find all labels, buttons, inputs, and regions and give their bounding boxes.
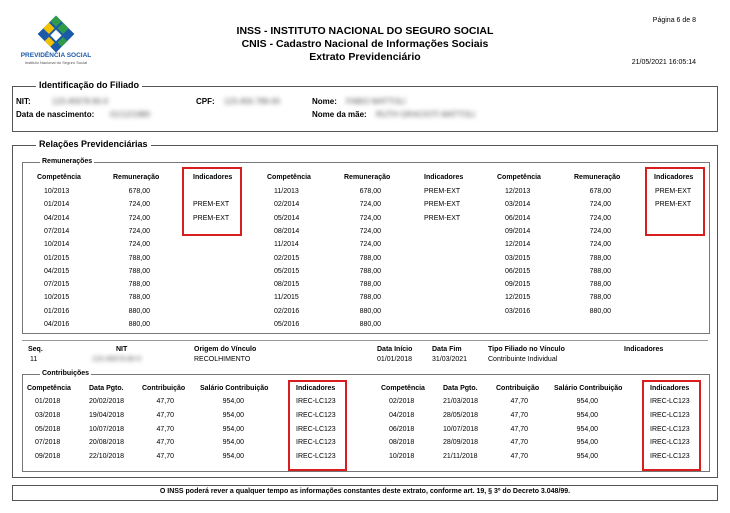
contrib-competencia: 04/2018: [389, 411, 415, 419]
remuneracao-indicador: PREM-EXT: [424, 214, 461, 222]
vinculo-tipo-value: Contribuinte Individual: [488, 356, 558, 363]
remuneracao-competencia: 02/2016: [274, 307, 300, 315]
remuneracao-competencia: 04/2014: [44, 214, 70, 222]
remuneracao-valor: 880,00: [128, 307, 150, 315]
contrib-contribuicao: 47,70: [510, 411, 528, 419]
footer-disclaimer: O INSS poderá rever a qualquer tempo as informações constantes deste extrato, conforme art. 19, § 3º do Decreto 3.048/99.: [159, 488, 571, 495]
highlight-indicadores-col3: [645, 167, 705, 236]
remuneracao-valor: 788,00: [589, 267, 611, 275]
remuneracao-competencia: 02/2015: [274, 254, 300, 262]
previdencia-logo-icon: [16, 14, 96, 54]
remuneracao-valor: 788,00: [128, 281, 150, 289]
remuneracao-competencia: 06/2015: [505, 267, 531, 275]
contrib-competencia: 10/2018: [389, 453, 415, 461]
remuneracao-valor: 724,00: [359, 201, 381, 209]
remuneracao-competencia: 10/2014: [44, 241, 70, 249]
contrib-data-pgto: 22/10/2018: [89, 453, 125, 461]
contrib-data-pgto: 19/04/2018: [89, 411, 125, 419]
header-indicadores-3: Indicadores: [654, 174, 694, 181]
remuneracao-valor: 788,00: [128, 267, 150, 275]
header-indicadores-1: Indicadores: [193, 174, 233, 181]
header-remuneracao-2: Remuneração: [344, 174, 391, 181]
contrib-contribuicao: 47,70: [510, 398, 528, 405]
contrib-salario: 954,00: [576, 439, 598, 447]
vinculo-data-fim-value: 31/03/2021: [432, 356, 468, 363]
contrib-header-competencia-left: Competência: [27, 385, 71, 392]
contrib-data-pgto: 20/02/2018: [89, 398, 125, 405]
remuneracao-competencia: 01/2014: [44, 201, 70, 209]
remuneracao-valor: 788,00: [359, 254, 381, 262]
logo-name: PREVIDÊNCIA SOCIAL: [20, 52, 92, 59]
relacoes-section-title: Relações Previdenciárias: [36, 139, 151, 149]
inss-logo: [16, 14, 96, 66]
page-number: Página 6 de 8: [652, 17, 696, 24]
header-competencia-2: Competência: [267, 174, 311, 181]
contrib-header-contribuicao-left: Contribuição: [142, 385, 186, 392]
remuneracao-valor: 724,00: [589, 227, 611, 235]
vinculo-tipo-header: Tipo Filiado no Vínculo: [488, 346, 565, 353]
contrib-indicador: IREC-LC123: [650, 425, 690, 433]
vinculo-nit-value: 123.45678.90-0: [92, 356, 142, 363]
remuneracao-valor: 880,00: [128, 321, 150, 328]
remuneracao-valor: 678,00: [359, 188, 381, 195]
remuneracao-valor: 880,00: [359, 321, 381, 328]
contrib-data-pgto: 10/07/2018: [89, 425, 125, 433]
contrib-header-contribuicao-right: Contribuição: [496, 385, 540, 392]
remuneracao-indicador: PREM-EXT: [655, 188, 692, 195]
contrib-data-pgto: 21/03/2018: [443, 398, 479, 405]
header-title-cnis: CNIS - Cadastro Nacional de Informações Sociais: [241, 38, 489, 50]
remuneracao-competencia: 07/2014: [44, 227, 70, 235]
header-remuneracao-3: Remuneração: [574, 174, 621, 181]
remuneracao-valor: 880,00: [359, 307, 381, 315]
contrib-contribuicao: 47,70: [156, 425, 174, 433]
remuneracao-competencia: 01/2016: [44, 307, 70, 315]
contrib-contribuicao: 47,70: [156, 439, 174, 447]
contrib-contribuicao: 47,70: [156, 398, 174, 405]
contrib-contribuicao: 47,70: [510, 453, 528, 461]
vinculo-indicadores-header: Indicadores: [624, 346, 664, 353]
remuneracao-valor: 724,00: [128, 241, 150, 249]
contrib-indicador: IREC-LC123: [650, 439, 690, 447]
contrib-competencia: 07/2018: [35, 439, 61, 447]
contrib-salario: 954,00: [576, 398, 598, 405]
header-competencia-3: Competência: [497, 174, 541, 181]
remuneracao-indicador: PREM-EXT: [655, 201, 692, 209]
remuneracao-competencia: 05/2015: [274, 267, 300, 275]
remuneracao-competencia: 04/2015: [44, 267, 70, 275]
remuneracao-valor: 724,00: [128, 227, 150, 235]
contrib-indicador: IREC-LC123: [296, 398, 336, 405]
nit-value: 123.45678.90-0: [52, 97, 109, 106]
contrib-header-indicadores-left: Indicadores: [296, 385, 336, 392]
remuneracao-competencia: 12/2013: [505, 188, 531, 195]
remuneracao-valor: 724,00: [128, 214, 150, 222]
contribuicoes-label: Contribuições: [42, 370, 90, 377]
contrib-indicador: IREC-LC123: [650, 453, 690, 461]
remuneracao-competencia: 09/2015: [505, 281, 531, 289]
contrib-header-data-right: Data Pgto.: [443, 385, 478, 392]
header-remuneracao-1: Remuneração: [113, 174, 160, 181]
nascimento-label: Data de nascimento:: [16, 110, 95, 119]
contrib-salario: 954,00: [576, 411, 598, 419]
contrib-header-salario-right: Salário Contribuição: [554, 385, 623, 392]
remuneracao-competencia: 02/2014: [274, 201, 300, 209]
remuneracao-valor: 724,00: [589, 241, 611, 249]
contrib-competencia: 09/2018: [35, 453, 61, 461]
header-title-inss: INSS - INSTITUTO NACIONAL DO SEGURO SOCIAL: [236, 25, 494, 37]
contrib-salario: 954,00: [576, 425, 598, 433]
remuneracao-indicador: PREM-EXT: [424, 201, 461, 209]
remuneracao-competencia: 09/2014: [505, 227, 531, 235]
remuneracao-valor: 788,00: [128, 254, 150, 262]
contrib-data-pgto: 28/09/2018: [443, 439, 479, 447]
nascimento-value: 01/12/1980: [110, 110, 151, 119]
remuneracao-valor: 724,00: [589, 201, 611, 209]
remuneracao-competencia: 11/2013: [274, 188, 299, 195]
contrib-salario: 954,00: [222, 439, 244, 447]
header-competencia-1: Competência: [37, 174, 81, 181]
contrib-salario: 954,00: [222, 398, 244, 405]
remuneracao-competencia: 11/2015: [274, 294, 299, 302]
filiado-box: [12, 86, 718, 132]
contrib-salario: 954,00: [222, 453, 244, 461]
remuneracao-competencia: 10/2015: [44, 294, 70, 302]
contrib-competencia: 02/2018: [389, 398, 415, 405]
vinculo-origem-header: Origem do Vínculo: [194, 346, 257, 353]
remuneracao-valor: 678,00: [589, 188, 611, 195]
contrib-indicador: IREC-LC123: [650, 398, 690, 405]
remuneracao-competencia: 03/2016: [505, 307, 531, 315]
remuneracao-valor: 724,00: [128, 201, 150, 209]
highlight-contrib-indicadores-left: [288, 380, 347, 471]
contrib-header-salario-left: Salário Contribuição: [200, 385, 269, 392]
contrib-competencia: 03/2018: [35, 411, 61, 419]
remuneracao-competencia: 05/2016: [274, 321, 300, 328]
cpf-label: CPF:: [196, 97, 215, 106]
vinculo-seq-header: Seq.: [28, 346, 43, 353]
mae-label: Nome da mãe:: [312, 110, 367, 119]
remuneracao-indicador: PREM-EXT: [193, 201, 230, 209]
remuneracao-valor: 788,00: [589, 254, 611, 262]
remuneracao-valor: 788,00: [359, 281, 381, 289]
vinculo-data-inicio-header: Data Início: [377, 346, 413, 353]
vinculo-origem-value: RECOLHIMENTO: [194, 356, 251, 363]
vinculo-seq-value: 11: [30, 356, 38, 363]
contrib-contribuicao: 47,70: [156, 453, 174, 461]
remuneracao-valor: 880,00: [589, 307, 611, 315]
remuneracao-competencia: 12/2014: [505, 241, 531, 249]
contrib-competencia: 08/2018: [389, 439, 415, 447]
contrib-competencia: 01/2018: [35, 398, 61, 405]
mae-value: RUTH GRACIOTI MATTOLI: [376, 110, 476, 119]
remuneracao-competencia: 03/2014: [505, 201, 531, 209]
contrib-header-indicadores-right: Indicadores: [650, 385, 690, 392]
contrib-contribuicao: 47,70: [156, 411, 174, 419]
contrib-salario: 954,00: [222, 425, 244, 433]
contrib-salario: 954,00: [222, 411, 244, 419]
remuneracao-competencia: 01/2015: [44, 254, 70, 262]
remuneracao-valor: 788,00: [589, 281, 611, 289]
contrib-contribuicao: 47,70: [510, 425, 528, 433]
nome-value: FABIO MATTOLI: [346, 97, 406, 106]
remuneracao-competencia: 08/2014: [274, 227, 300, 235]
contrib-header-data-left: Data Pgto.: [89, 385, 124, 392]
remuneracao-valor: 724,00: [359, 241, 381, 249]
contrib-salario: 954,00: [576, 453, 598, 461]
vinculo-divider: [22, 340, 708, 341]
contrib-data-pgto: 20/08/2018: [89, 439, 125, 447]
contrib-indicador: IREC-LC123: [296, 453, 336, 461]
remuneracao-valor: 788,00: [359, 294, 381, 302]
vinculo-data-fim-header: Data Fim: [432, 346, 462, 353]
remuneracao-valor: 724,00: [589, 214, 611, 222]
remuneracao-competencia: 04/2016: [44, 321, 70, 328]
remuneracao-indicador: PREM-EXT: [193, 214, 230, 222]
remuneracoes-label: Remunerações: [42, 158, 93, 165]
vinculo-data-inicio-value: 01/01/2018: [377, 356, 413, 363]
contrib-data-pgto: 10/07/2018: [443, 425, 479, 433]
remuneracao-competencia: 07/2015: [44, 281, 70, 289]
nome-label: Nome:: [312, 97, 337, 106]
remuneracao-valor: 724,00: [359, 214, 381, 222]
remuneracao-competencia: 06/2014: [505, 214, 531, 222]
remuneracao-competencia: 10/2013: [44, 188, 70, 195]
cpf-value: 123.456.789-00: [224, 97, 281, 106]
highlight-contrib-indicadores-right: [642, 380, 701, 471]
remuneracao-competencia: 11/2014: [274, 241, 299, 249]
remuneracao-competencia: 08/2015: [274, 281, 300, 289]
remuneracao-valor: 724,00: [359, 227, 381, 235]
nit-label: NIT:: [16, 97, 31, 106]
contrib-indicador: IREC-LC123: [296, 439, 336, 447]
remuneracao-competencia: 12/2015: [505, 294, 531, 302]
logo-subtitle: Instituto Nacional do Seguro Social: [24, 60, 88, 65]
remuneracao-valor: 678,00: [128, 188, 150, 195]
header-title-extrato: Extrato Previdenciário: [309, 51, 421, 63]
remuneracao-competencia: 05/2014: [274, 214, 300, 222]
vinculo-nit-header: NIT: [116, 346, 128, 353]
remuneracao-valor: 788,00: [589, 294, 611, 302]
header-indicadores-2: Indicadores: [424, 174, 464, 181]
contrib-data-pgto: 21/11/2018: [443, 453, 478, 461]
contrib-competencia: 05/2018: [35, 425, 61, 433]
remuneracao-indicador: PREM-EXT: [424, 188, 461, 195]
contrib-header-competencia-right: Competência: [381, 385, 425, 392]
contrib-indicador: IREC-LC123: [650, 411, 690, 419]
highlight-indicadores-col1: [182, 167, 242, 236]
filiado-section-title: Identificação do Filiado: [36, 80, 142, 90]
remuneracao-competencia: 03/2015: [505, 254, 531, 262]
print-datetime: 21/05/2021 16:05:14: [631, 59, 696, 66]
contrib-indicador: IREC-LC123: [296, 425, 336, 433]
contrib-competencia: 06/2018: [389, 425, 415, 433]
contrib-indicador: IREC-LC123: [296, 411, 336, 419]
contrib-data-pgto: 28/05/2018: [443, 411, 479, 419]
remuneracao-valor: 788,00: [359, 267, 381, 275]
contrib-contribuicao: 47,70: [510, 439, 528, 447]
remuneracao-valor: 788,00: [128, 294, 150, 302]
